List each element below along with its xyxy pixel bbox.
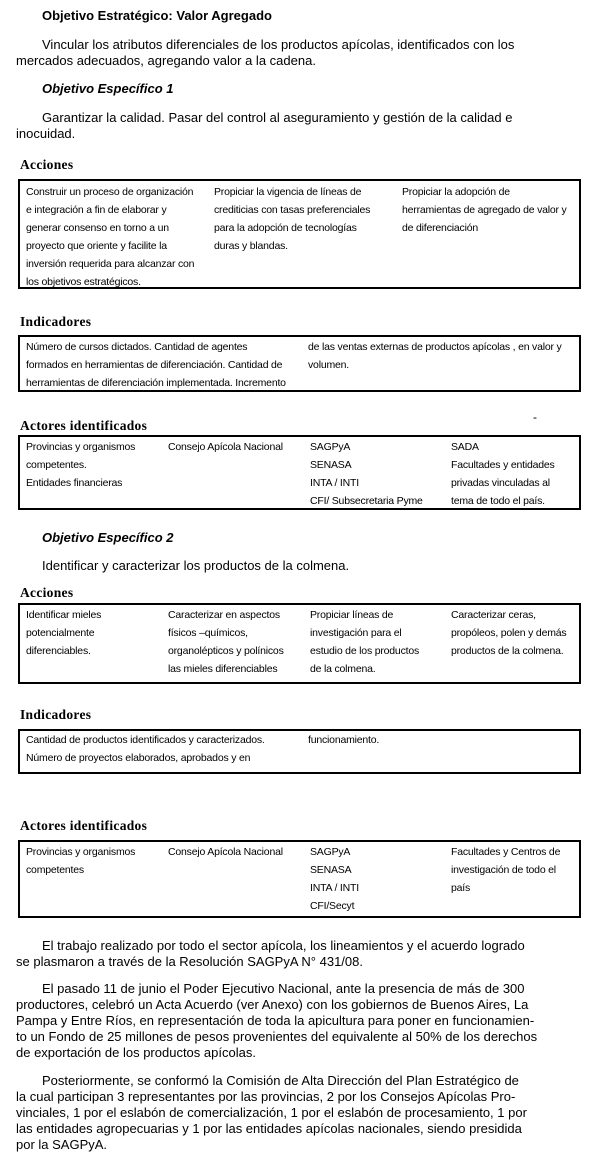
specific-objective-2-title: Objetivo Específico 2	[42, 530, 174, 545]
table-line: Provincias y organismos	[26, 441, 136, 453]
table-line: país	[451, 882, 471, 894]
actions-heading-1: Acciones	[20, 157, 74, 172]
actors-2-col2	[168, 843, 306, 861]
table-line: Cantidad de productos identificados y caracterizados.	[26, 734, 265, 746]
table-line: SAGPyA	[310, 846, 351, 858]
actors-1-col3	[310, 438, 448, 510]
table-line: físicos –químicos,	[168, 627, 248, 639]
actors-2-col1	[26, 843, 164, 879]
strategic-objective-title: Objetivo Estratégico: Valor Agregado	[42, 8, 272, 23]
paragraph-line: por la SAGPyA.	[16, 1137, 108, 1152]
table-line: Propiciar la adopción de	[402, 186, 510, 198]
table-line: CFI/Secyt	[310, 900, 355, 912]
table-line: SENASA	[310, 459, 352, 471]
actions-table-1	[18, 179, 581, 289]
table-line: herramientas de diferenciación implementada. Incremento	[26, 377, 286, 389]
table-line: potencialmente	[26, 627, 95, 639]
specific-objective-2-text: Identificar y caracterizar los productos de la colmena.	[42, 558, 350, 573]
table-line: Provincias y organismos	[26, 846, 136, 858]
table-line: herramientas de agregado de valor y	[402, 204, 567, 216]
table-line: SAGPyA	[310, 441, 351, 453]
paragraph-line: la cual participan 3 representantes por las provincias, 2 por los Consejos Apícolas Pro-	[16, 1089, 516, 1104]
table-line: los objetivos estratégicos.	[26, 276, 141, 288]
table-line: de las ventas externas de productos apícolas , en valor y	[308, 341, 562, 353]
table-line: INTA / INTI	[310, 882, 359, 894]
table-line: INTA / INTI	[310, 477, 359, 489]
actors-heading-2: Actores identificados	[20, 818, 148, 833]
table-line: Facultades y entidades	[451, 459, 555, 471]
stray-mark: -	[533, 410, 537, 424]
actors-table-2	[18, 840, 581, 918]
actors-heading-1: Actores identificados	[20, 418, 148, 433]
table-line: duras y blandas.	[214, 240, 288, 252]
actions-2-col1	[26, 606, 164, 660]
paragraph-line: El pasado 11 de junio el Poder Ejecutivo Nacional, ante la presencia de más de 300	[42, 981, 525, 996]
table-line: Facultades y Centros de	[451, 846, 561, 858]
table-line: SENASA	[310, 864, 352, 876]
table-line: de diferenciación	[402, 222, 478, 234]
table-line: para la adopción de tecnologías	[214, 222, 357, 234]
table-line: e integración a fin de elaborar y	[26, 204, 167, 216]
specific-objective-1-title: Objetivo Específico 1	[42, 81, 174, 96]
table-line: proyecto que oriente y facilite la	[26, 240, 167, 252]
paragraph-line: las entidades agropecuarias y 1 por las entidades apícolas nacionales, siendo presidida	[16, 1121, 522, 1136]
indicators-heading-2: Indicadores	[20, 707, 92, 722]
table-line: Identificar mieles	[26, 609, 102, 621]
table-line: crediticias con tasas preferenciales	[214, 204, 371, 216]
table-line: Propiciar la vigencia de líneas de	[214, 186, 362, 198]
actions-2-col3	[310, 606, 448, 678]
table-line: SADA	[451, 441, 479, 453]
paragraph-line: de exportación de los productos apícolas.	[16, 1045, 256, 1060]
indicators-table-2	[18, 729, 581, 774]
table-line: inversión requerida para alcanzar con	[26, 258, 195, 270]
indicators-2-col2	[308, 731, 578, 749]
indicators-table-1	[18, 335, 581, 392]
actions-2-col4	[451, 606, 579, 660]
paragraph-line: to un Fondo de 25 millones de pesos provenientes del equivalente al 50% de los derechos	[16, 1029, 538, 1044]
actions-heading-2: Acciones	[20, 585, 74, 600]
actors-table-1	[18, 435, 581, 510]
paragraph-line: se plasmaron a través de la Resolución SAGPyA N° 431/08.	[16, 954, 363, 969]
actions-1-col3	[402, 183, 578, 237]
paragraph-line: productores, celebró un Acta Acuerdo (ver Anexo) con los gobiernos de Buenos Aires, La	[16, 997, 529, 1012]
actors-2-col3	[310, 843, 448, 915]
paragraph-line: Posteriormente, se conformó la Comisión de Alta Dirección del Plan Estratégico de	[42, 1073, 519, 1088]
table-line: productos de la colmena.	[451, 645, 564, 657]
table-line: competentes.	[26, 459, 87, 471]
table-line: las mieles diferenciables	[168, 663, 278, 675]
table-line: generar consenso en torno a un	[26, 222, 169, 234]
table-line: Consejo Apícola Nacional	[168, 441, 283, 453]
table-line: Caracterizar en aspectos	[168, 609, 280, 621]
paragraph-line: El trabajo realizado por todo el sector apícola, los lineamientos y el acuerdo logrado	[42, 938, 525, 953]
table-line: Caracterizar ceras,	[451, 609, 536, 621]
table-line: investigación para el	[310, 627, 402, 639]
table-line: propóleos, polen y demás	[451, 627, 567, 639]
table-line: diferenciables.	[26, 645, 91, 657]
table-line: Entidades financieras	[26, 477, 123, 489]
actors-1-col4	[451, 438, 579, 510]
table-line: de la colmena.	[310, 663, 376, 675]
indicators-1-col2	[308, 338, 578, 374]
table-line: Consejo Apícola Nacional	[168, 846, 283, 858]
table-line: Número de proyectos elaborados, aprobados y en	[26, 752, 251, 764]
indicators-1-col1	[26, 338, 296, 392]
indicators-2-col1	[26, 731, 296, 767]
specific-objective-1-text-line2: inocuidad.	[16, 126, 76, 141]
closing-paragraph-2	[16, 981, 582, 1061]
table-line: formados en herramientas de diferenciación. Cantidad de	[26, 359, 283, 371]
table-line: tema de todo el país.	[451, 495, 545, 507]
strategic-objective-text-line1: Vincular los atributos diferenciales de los productos apícolas, identificados con los	[42, 37, 515, 52]
actions-1-col1	[26, 183, 210, 291]
table-line: Construir un proceso de organización	[26, 186, 194, 198]
indicators-heading-1: Indicadores	[20, 314, 92, 329]
table-line: organolépticos y polínicos	[168, 645, 284, 657]
actions-table-2	[18, 603, 581, 684]
paragraph-line: Pampa y Entre Ríos, en representación de toda la apicultura para poner en funcionamien-	[16, 1013, 535, 1028]
closing-paragraph-1	[16, 938, 582, 970]
table-line: investigación de todo el	[451, 864, 556, 876]
table-line: volumen.	[308, 359, 350, 371]
actions-2-col2	[168, 606, 306, 678]
table-line: funcionamiento.	[308, 734, 380, 746]
table-line: estudio de los productos	[310, 645, 420, 657]
table-line: privadas vinculadas al	[451, 477, 550, 489]
actors-1-col2	[168, 438, 306, 456]
actors-2-col4	[451, 843, 579, 897]
paragraph-line: vinciales, 1 por el eslabón de comercialización, 1 por el eslabón de procesamiento, 1 por	[16, 1105, 527, 1120]
table-line: CFI/ Subsecretaria Pyme	[310, 495, 423, 507]
closing-paragraph-3	[16, 1073, 582, 1153]
table-line: competentes	[26, 864, 84, 876]
table-line: Número de cursos dictados. Cantidad de agentes	[26, 341, 248, 353]
actors-1-col1	[26, 438, 164, 492]
actions-1-col2	[214, 183, 394, 255]
strategic-objective-text-line2: mercados adecuados, agregando valor a la cadena.	[16, 53, 316, 68]
specific-objective-1-text-line1: Garantizar la calidad. Pasar del control al aseguramiento y gestión de la calidad e	[42, 110, 513, 125]
table-line: Propiciar líneas de	[310, 609, 394, 621]
